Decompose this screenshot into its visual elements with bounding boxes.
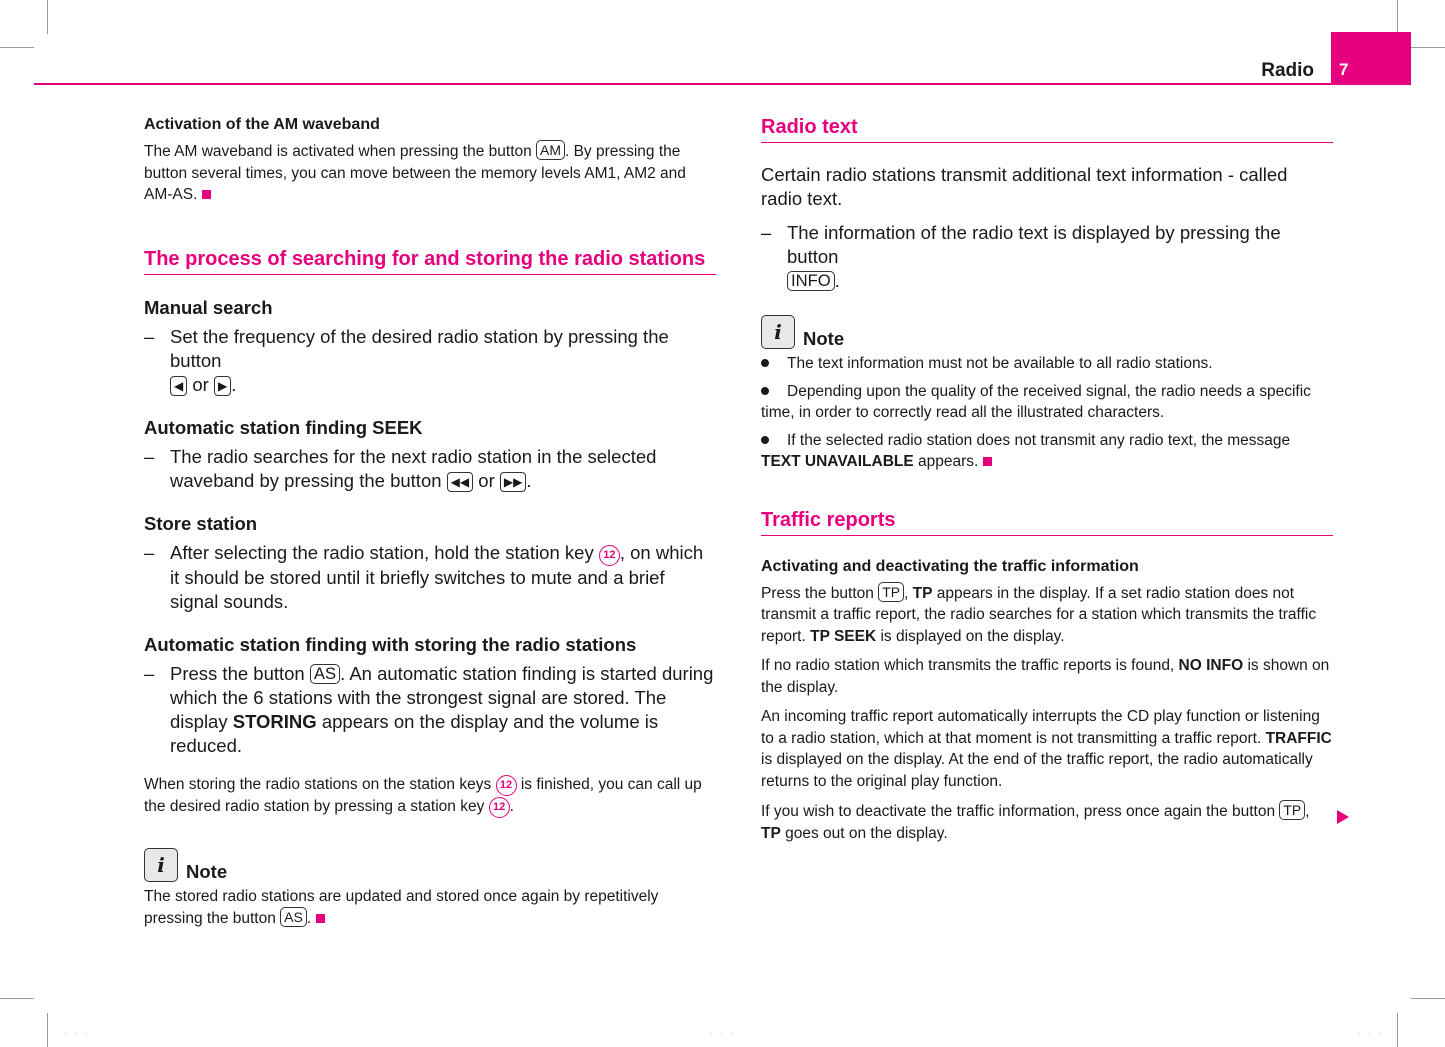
info-icon: i bbox=[761, 315, 795, 349]
seek-heading: Automatic station finding SEEK bbox=[144, 416, 423, 438]
page-number-tab bbox=[1331, 32, 1411, 85]
auto-store-item: – Press the button AS . An automatic station finding is started during which the 6 stations with the strongest signal are stored. The display STORING appears on the display and the volume is reduced. bbox=[144, 662, 714, 756]
manual-search-item: – Set the frequency of the desired radio station by pressing the button ◀ or ▶ . bbox=[144, 325, 669, 395]
note-bullet: The text information must not be available to all radio stations. bbox=[761, 353, 1333, 375]
note-bullet: Depending upon the quality of the received signal, the radio needs a specific time, in order to correctly read all the illustrated characters. bbox=[761, 382, 1311, 421]
tp-key: TP bbox=[1279, 800, 1305, 820]
am-heading: Activation of the AM waveband bbox=[144, 116, 380, 133]
crop-mark bbox=[1411, 47, 1445, 48]
bullet-dot-icon bbox=[761, 359, 769, 367]
bullet-dot-icon bbox=[761, 387, 769, 395]
crop-mark bbox=[1411, 998, 1445, 999]
traffic-heading: Activating and deactivating the traffic information bbox=[761, 557, 1139, 575]
note-label: Note bbox=[186, 860, 228, 882]
page-title: Radio bbox=[1261, 60, 1314, 81]
crop-mark bbox=[0, 998, 34, 999]
end-mark-icon bbox=[202, 190, 211, 199]
as-key: AS bbox=[310, 664, 340, 684]
end-mark-icon bbox=[316, 914, 325, 923]
note-header bbox=[144, 848, 716, 882]
footer-marks: . . . bbox=[1358, 1027, 1385, 1036]
page-number: 7 bbox=[1339, 60, 1349, 79]
header-rule bbox=[34, 83, 1411, 85]
auto-store-heading: Automatic station finding with storing the radio stations bbox=[144, 633, 637, 655]
manual-search-heading: Manual search bbox=[144, 296, 273, 318]
section-title-traffic: Traffic reports bbox=[761, 509, 1333, 536]
traffic-paragraph-4: If you wish to deactivate the traffic information, press once again the button TP , TP goes out on the display. bbox=[761, 802, 1310, 842]
arrow-left-key-icon: ◀ bbox=[170, 376, 187, 396]
section-title-radio-text: Radio text bbox=[761, 116, 1333, 143]
note-label: Note bbox=[803, 328, 845, 349]
note-bullet: If the selected radio station does not transmit any radio text, the message TEXT UNAVAILABLE appears. bbox=[761, 431, 1291, 470]
traffic-paragraph-2: If no radio station which transmits the traffic reports is found, NO INFO is shown on the display. bbox=[761, 657, 1330, 696]
left-column bbox=[144, 116, 716, 938]
radio-text-intro: Certain radio stations transmit additional text information - called radio text. bbox=[761, 164, 1288, 209]
footer-marks: . . . bbox=[64, 1027, 91, 1036]
traffic-paragraph-3: An incoming traffic report automatically interrupts the CD play function or listening to a radio station, which at that moment is not transmitting a traffic report. TRAFFIC is displayed on the display. At the end of the traffic report, the radio automatically returns to the original play function. bbox=[761, 708, 1332, 790]
crop-mark bbox=[47, 1013, 48, 1047]
end-mark-icon bbox=[983, 457, 992, 466]
store-station-item: – After selecting the radio station, hold the station key 12 , on which it should be stored until it briefly switches to mute and a brief signal sounds. bbox=[144, 541, 704, 612]
note-paragraph: The stored radio stations are updated and stored once again by repetitively pressing the button AS . bbox=[144, 887, 659, 927]
seek-back-key-icon: ◀◀ bbox=[447, 472, 473, 492]
crop-mark bbox=[0, 47, 34, 48]
crop-mark bbox=[1397, 0, 1398, 34]
crop-mark bbox=[47, 0, 48, 34]
footer-marks: . . . bbox=[710, 1027, 737, 1036]
station-key-icon: 12 bbox=[599, 545, 620, 566]
am-paragraph: The AM waveband is activated when pressing the button AM . By pressing the button several times, you can move between the memory levels AM1, AM2 and AM-AS. bbox=[144, 142, 686, 203]
seek-item: – The radio searches for the next radio station in the selected waveband by pressing the button ◀◀ or ▶▶ . bbox=[144, 445, 657, 491]
bullet-dot-icon bbox=[761, 436, 769, 444]
am-key: AM bbox=[536, 140, 565, 160]
store-station-heading: Store station bbox=[144, 512, 258, 534]
station-key-icon: 12 bbox=[489, 797, 510, 818]
radio-text-item: – The information of the radio text is displayed by pressing the button INFO . bbox=[761, 222, 1281, 291]
traffic-paragraph-1: Press the button TP , TP appears in the display. If a set radio station does not transmit a traffic report, the radio searches for a station which transmits the traffic report. TP SEEK is displayed on the display. bbox=[761, 583, 1317, 645]
arrow-right-key-icon: ▶ bbox=[214, 376, 231, 396]
info-icon: i bbox=[144, 848, 178, 882]
after-store-paragraph: When storing the radio stations on the station keys 12 is finished, you can call up the desired radio station by pressing a station key 12 . bbox=[144, 774, 716, 818]
as-key: AS bbox=[280, 907, 307, 927]
section-title-search-store: The process of searching for and storing the radio stations bbox=[144, 248, 716, 275]
tp-key: TP bbox=[878, 582, 904, 602]
seek-forward-key-icon: ▶▶ bbox=[500, 472, 526, 492]
station-key-icon: 12 bbox=[496, 775, 517, 796]
right-column bbox=[761, 116, 1333, 852]
note-header bbox=[761, 315, 1333, 349]
crop-mark bbox=[1397, 1013, 1398, 1047]
info-key: INFO bbox=[787, 271, 835, 291]
continue-arrow-icon bbox=[1337, 810, 1349, 824]
